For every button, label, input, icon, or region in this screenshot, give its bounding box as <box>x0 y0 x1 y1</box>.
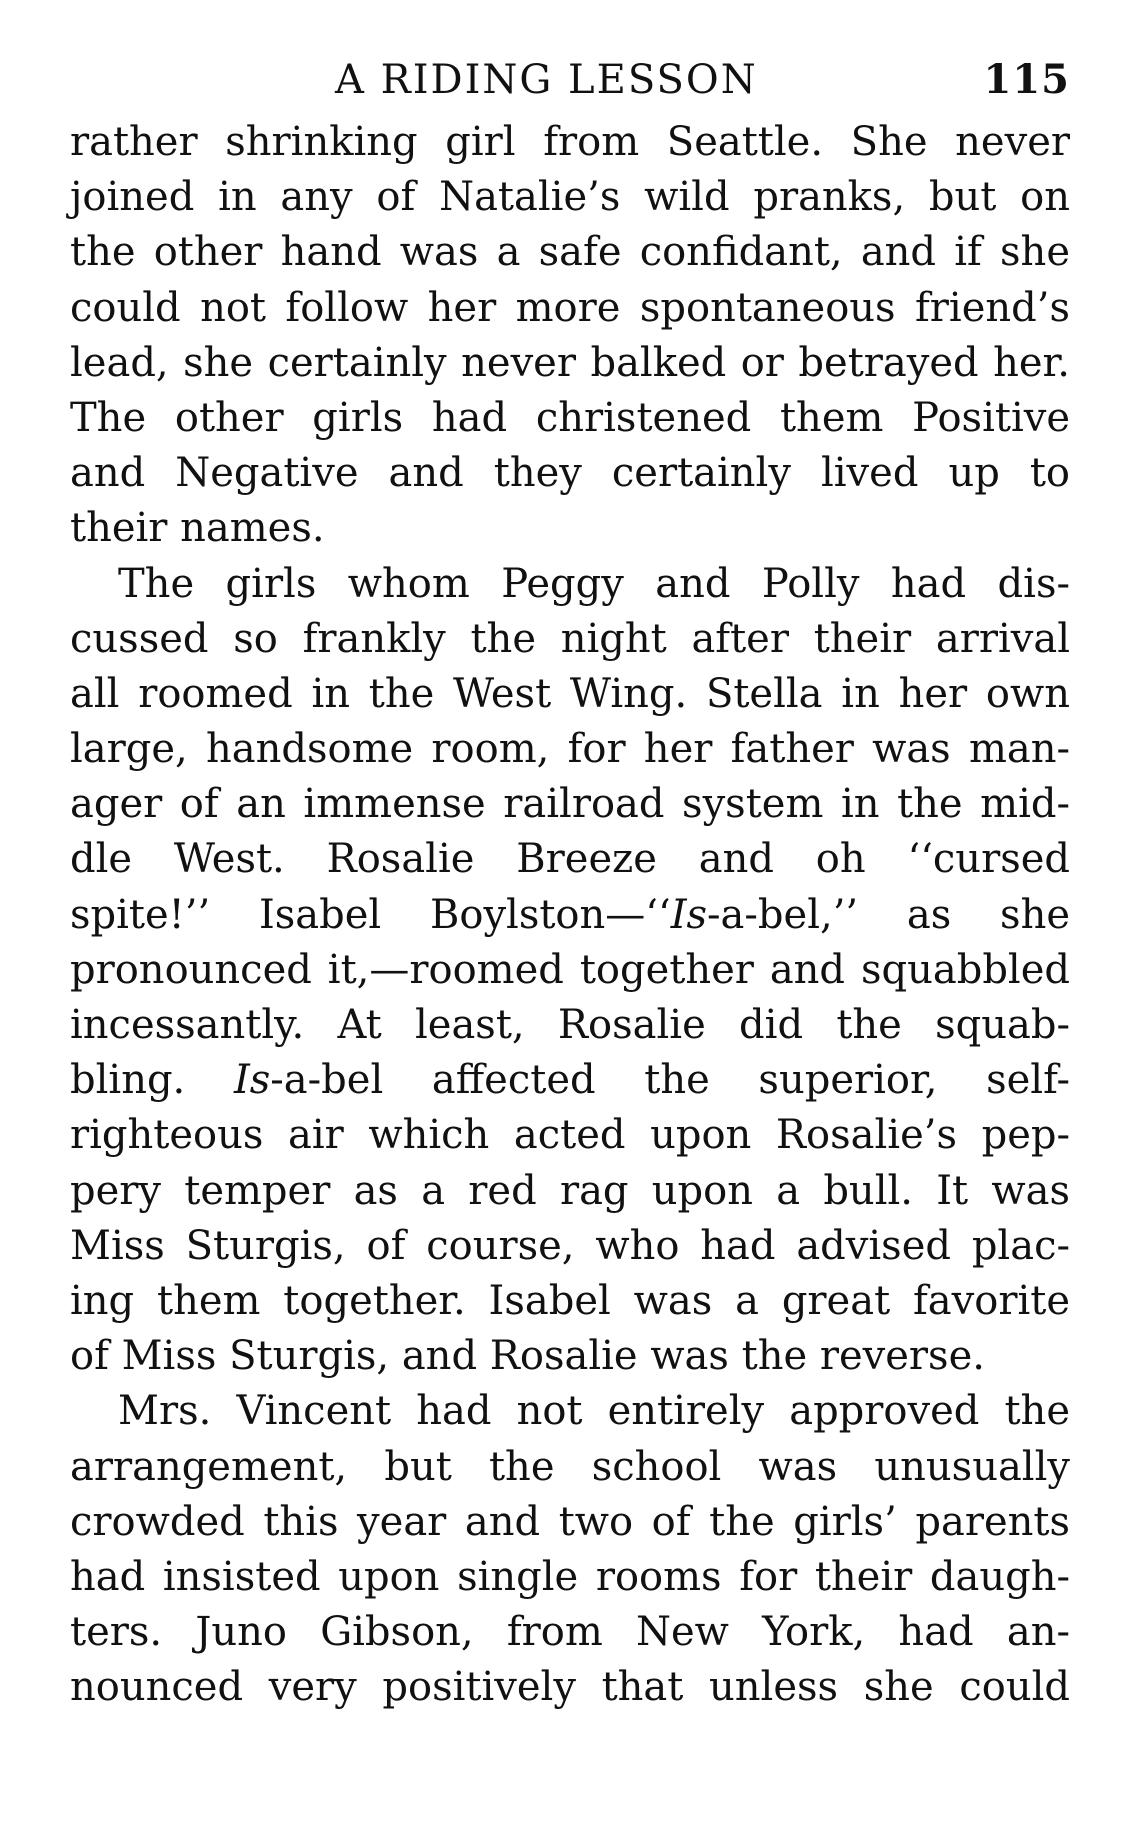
text-line: Miss Sturgis, of course, who had advised plac- <box>70 1222 1070 1269</box>
line-text: -a-bel affected the superior, self- <box>270 1057 1070 1104</box>
text-line: nounced very positively that unless she could <box>70 1664 1070 1711</box>
text-line: rather shrinking girl from Seattle. She never <box>70 119 1070 165</box>
line-text: spite!’’ Isabel Boylston—‘‘ <box>70 891 671 938</box>
text-line: the other hand was a safe confidant, and if she <box>70 229 1070 276</box>
running-head <box>70 50 1070 110</box>
text-line: all roomed in the West Wing. Stella in her own <box>70 670 1070 717</box>
paragraph-start-line: The girls whom Peggy and Polly had dis- <box>118 560 1070 607</box>
text-line: ters. Juno Gibson, from New York, had an- <box>70 1609 1070 1656</box>
text-line: cussed so frankly the night after their arrival <box>70 615 1070 662</box>
book-page <box>70 50 1070 1790</box>
text-line: and Negative and they certainly lived up to <box>70 450 1070 497</box>
text-line: righteous air which acted upon Rosalie’s pep- <box>70 1112 1070 1159</box>
text-line: pery temper as a red rag upon a bull. It was <box>70 1167 1070 1214</box>
text-line: had insisted upon single rooms for their daugh- <box>70 1553 1070 1600</box>
text-line: dle West. Rosalie Breeze and oh ‘‘cursed <box>70 836 1070 883</box>
italic-emphasis: Is <box>670 891 708 938</box>
paragraph-end-line: their names. <box>70 505 325 552</box>
text-line: could not follow her more spontaneous friend’s <box>70 284 1070 331</box>
text-line-with-italic <box>70 1053 1070 1108</box>
paragraph-end-line: of Miss Sturgis, and Rosalie was the reverse. <box>70 1333 985 1380</box>
body-text <box>70 115 1070 1715</box>
text-line: The other girls had christened them Positive <box>70 394 1070 441</box>
page-number: 115 <box>983 56 1070 103</box>
paragraph-start-line: Mrs. Vincent had not entirely approved the <box>118 1388 1070 1435</box>
text-line: ager of an immense railroad system in the mid- <box>70 781 1070 828</box>
text-line: ing them together. Isabel was a great favorite <box>70 1277 1070 1324</box>
line-text: bling. <box>70 1057 234 1104</box>
text-line-with-italic <box>70 888 1070 943</box>
text-line: large, handsome room, for her father was man- <box>70 726 1070 773</box>
text-line: arrangement, but the school was unusually <box>70 1443 1070 1490</box>
text-line: joined in any of Natalie’s wild pranks, but on <box>70 174 1070 221</box>
text-line: crowded this year and two of the girls’ parents <box>70 1498 1070 1545</box>
italic-emphasis: Is <box>233 1057 271 1104</box>
text-line: pronounced it,—roomed together and squabbled <box>70 946 1070 993</box>
text-line: incessantly. At least, Rosalie did the squab- <box>70 1002 1070 1048</box>
line-text: -a-bel,’’ as she <box>707 891 1070 938</box>
running-title: A RIDING LESSON <box>335 57 758 103</box>
text-line: lead, she certainly never balked or betrayed her. <box>70 339 1070 386</box>
